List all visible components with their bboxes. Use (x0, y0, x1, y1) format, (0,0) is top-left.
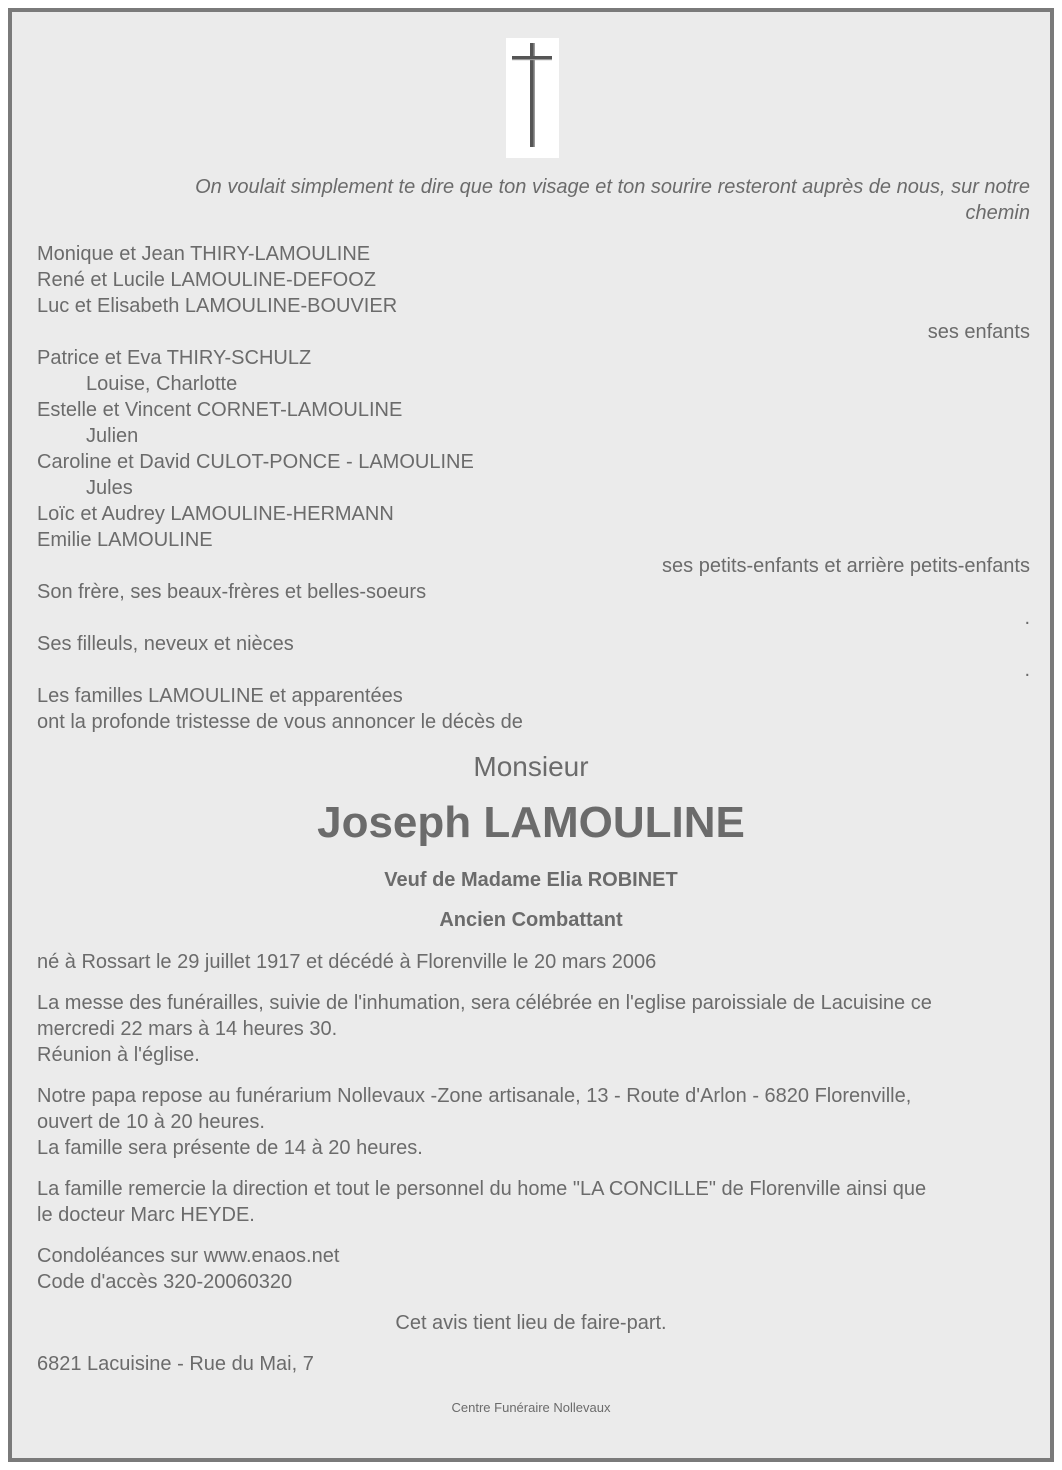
grandchild-3: Caroline et David CULOT-PONCE - LAMOULINE (37, 451, 474, 473)
grandchild-1: Patrice et Eva THIRY-SCHULZ (37, 347, 312, 369)
mass-paragraph (37, 990, 1037, 1068)
families: Les familles LAMOULINE et apparentées (37, 685, 403, 707)
godchildren-label: . (1024, 659, 1030, 681)
birth-death-text: né à Rossart le 29 juillet 1917 et décédé à Florenville le 20 mars 2006 (37, 951, 657, 973)
announcement: ont la profonde tristesse de vous annoncer le décès de (37, 711, 523, 733)
grandchild-2: Estelle et Vincent CORNET-LAMOULINE (37, 399, 403, 421)
address-line: 6821 Lacuisine - Rue du Mai, 7 (37, 1353, 314, 1375)
child-1: Monique et Jean THIRY-LAMOULINE (37, 243, 371, 265)
mass-line-1: La messe des funérailles, suivie de l'inhumation, sera célébrée en l'eglise paroissiale de Lacuisine ce (37, 992, 932, 1014)
grandchild-3-kids: Jules (86, 477, 133, 499)
honorific: Monsieur (473, 751, 589, 782)
grandchildren-label: ses petits-enfants et arrière petits-enfants (662, 555, 1030, 577)
deceased-name: Joseph LAMOULINE (317, 798, 745, 847)
child-3: Luc et Elisabeth LAMOULINE-BOUVIER (37, 295, 398, 317)
condolences-line-1: Condoléances sur www.enaos.net (37, 1245, 340, 1267)
mass-line-3: Réunion à l'église. (37, 1044, 200, 1066)
grandchild-1-kids: Louise, Charlotte (86, 373, 238, 395)
birth-death (37, 949, 1037, 975)
child-2: René et Lucile LAMOULINE-DEFOOZ (37, 269, 376, 291)
grandchild-2-kids: Julien (86, 425, 139, 447)
rest-line-2: ouvert de 10 à 20 heures. (37, 1111, 265, 1133)
siblings: Son frère, ses beaux-frères et belles-soeurs (37, 581, 427, 603)
thanks-line-2: le docteur Marc HEYDE. (37, 1204, 255, 1226)
grandchild-4: Loïc et Audrey LAMOULINE-HERMANN (37, 503, 394, 525)
veteran-line: Ancien Combattant (439, 909, 623, 931)
grandchild-5: Emilie LAMOULINE (37, 529, 213, 551)
widower-line: Veuf de Madame Elia ROBINET (384, 869, 678, 891)
rest-line-1: Notre papa repose au funérarium Nollevaux -Zone artisanale, 13 - Route d'Arlon - 6820 Florenville, (37, 1085, 912, 1107)
footer-credit: Centre Funéraire Nollevaux (451, 1400, 611, 1415)
rest-line-3: La famille sera présente de 14 à 20 heures. (37, 1137, 423, 1159)
quote-line-2: chemin (965, 202, 1030, 224)
obituary-card (8, 8, 1054, 1462)
condolences-line-2: Code d'accès 320-20060320 (37, 1271, 293, 1293)
thanks-paragraph (37, 1176, 1037, 1228)
condolences-paragraph (37, 1243, 1037, 1295)
cross-icon (506, 38, 559, 158)
godchildren: Ses filleuls, neveux et nièces (37, 633, 294, 655)
children-label: ses enfants (927, 321, 1030, 343)
siblings-label: . (1024, 607, 1030, 629)
notice-line: Cet avis tient lieu de faire-part. (395, 1312, 667, 1334)
thanks-line-1: La famille remercie la direction et tout le personnel du home "LA CONCILLE" de Florenville ainsi que (37, 1178, 927, 1200)
cross-image (506, 38, 559, 158)
mass-line-2: mercredi 22 mars à 14 heures 30. (37, 1018, 338, 1040)
quote-line-1: On voulait simplement te dire que ton visage et ton sourire resteront auprès de nous, sur notre (195, 176, 1030, 198)
rest-paragraph (37, 1083, 1037, 1161)
